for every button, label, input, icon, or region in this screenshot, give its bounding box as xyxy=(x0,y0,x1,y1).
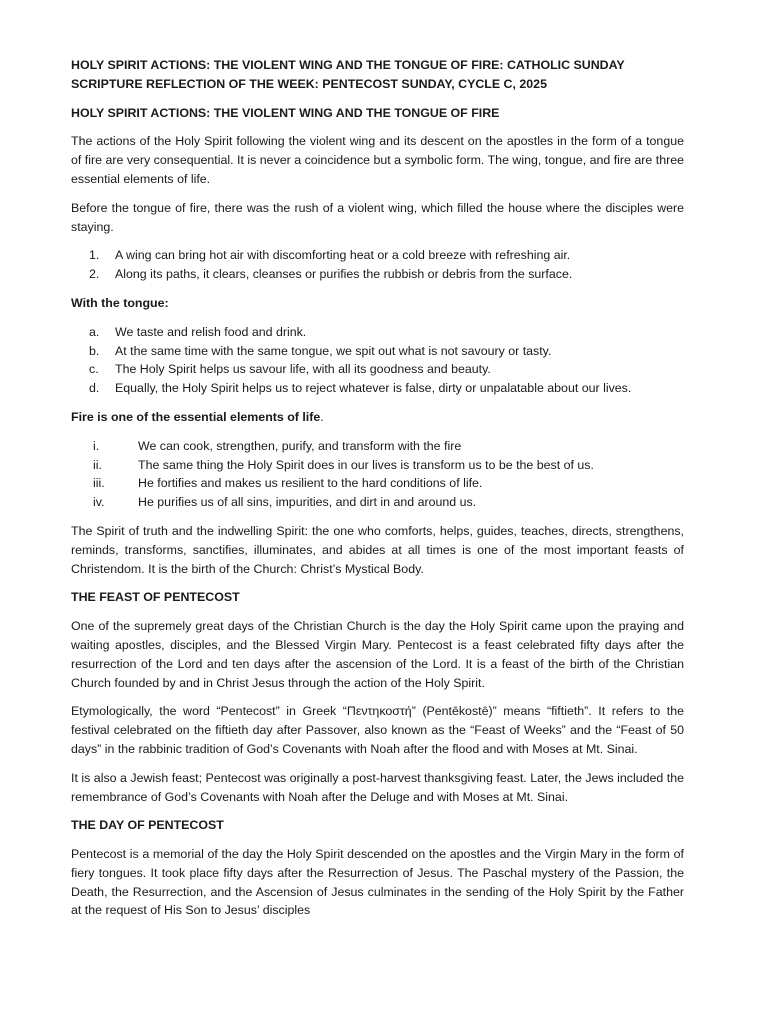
section-heading-holy-spirit-actions: HOLY SPIRIT ACTIONS: THE VIOLENT WING AND THE TONGUE OF FIRE xyxy=(71,105,500,120)
list-item xyxy=(71,456,684,475)
fire-list xyxy=(71,437,684,512)
list-marker: 1. xyxy=(89,248,100,263)
section-heading-feast-of-pentecost: THE FEAST OF PENTECOST xyxy=(71,590,240,605)
list-item-text: A wing can bring hot air with discomforting heat or a cold breeze with refreshing air. xyxy=(115,248,571,263)
list-item-text: The Holy Spirit helps us savour life, with all its goodness and beauty. xyxy=(115,362,491,377)
list-item-text: Along its paths, it clears, cleanses or purifies the rubbish or debris from the surface. xyxy=(115,267,573,282)
list-marker: iii. xyxy=(93,476,105,491)
list-marker: b. xyxy=(89,343,100,358)
list-marker: c. xyxy=(89,362,99,377)
paragraph-etymology: Etymologically, the word “Pentecost” in Greek “Πεντηκοστή” (Pentēkostē)” means “fiftieth”. It refers to the festival celebrated on the fiftieth day after Passover, also known as the “Feast of Weeks” and the “Feast of 50 days” in the rabbinic tradition of God’s Covenants with Noah after the flood and with Moses at Mt. Sinai. xyxy=(71,704,684,756)
list-marker: 2. xyxy=(89,267,100,282)
document-title: HOLY SPIRIT ACTIONS: THE VIOLENT WING AND THE TONGUE OF FIRE: CATHOLIC SUNDAY SCRIPTURE REFLECTION OF THE WEEK: PENTECOST SUNDAY, CYCLE C, 2025 xyxy=(71,58,625,91)
list-marker: iv. xyxy=(93,495,105,510)
list-marker: d. xyxy=(89,381,100,396)
fire-heading-text: Fire is one of the essential elements of life xyxy=(71,409,321,424)
fire-heading xyxy=(71,408,684,427)
paragraph-spirit-of-truth: The Spirit of truth and the indwelling Spirit: the one who comforts, helps, guides, teaches, directs, strengthens, reminds, transforms, sanctifies, illuminates, and abides at all times is one of the most important feasts of Christendom. It is the birth of the Church: Christ’s Mystical Body. xyxy=(71,523,684,576)
tongue-heading: With the tongue: xyxy=(71,295,169,310)
list-item-text: He purifies us of all sins, impurities, and dirt in and around us. xyxy=(138,495,477,510)
paragraph-jewish-feast: It is also a Jewish feast; Pentecost was originally a post-harvest thanksgiving feast. Later, the Jews included the remembrance of God’s Covenants with Noah after the Deluge and with Moses at Mt. Sinai. xyxy=(71,770,684,804)
list-marker: ii. xyxy=(93,457,102,472)
paragraph-memorial: Pentecost is a memorial of the day the Holy Spirit descended on the apostles and the Virgin Mary in the form of fiery tongues. It took place fifty days after the Resurrection of Jesus. The Paschal mystery of the Passion, the Death, the Resurrection, and the Ascension of Jesus culminates in the sending of the Holy Spirit by the Father at the request of His Son to Jesus’ disciples xyxy=(71,847,684,918)
list-item xyxy=(71,246,684,265)
list-item-text: We can cook, strengthen, purify, and transform with the fire xyxy=(138,438,462,453)
fire-heading-period: . xyxy=(320,409,324,424)
wing-list xyxy=(71,246,684,284)
list-item xyxy=(71,379,684,398)
list-item xyxy=(71,265,684,284)
paragraph-violent-wing: Before the tongue of fire, there was the rush of a violent wing, which filled the house where the disciples were staying. xyxy=(71,200,684,234)
list-marker: i. xyxy=(93,438,100,453)
list-item xyxy=(71,493,684,512)
list-item xyxy=(71,437,684,456)
list-item-text: He fortifies and makes us resilient to the hard conditions of life. xyxy=(138,476,483,491)
tongue-list xyxy=(71,323,684,398)
list-marker: a. xyxy=(89,324,100,339)
list-item-text: At the same time with the same tongue, we spit out what is not savoury or tasty. xyxy=(115,343,552,358)
paragraph-actions: The actions of the Holy Spirit following the violent wing and its descent on the apostles in the form of a tongue of fire are very consequential. It is never a coincidence but a symbolic form. The wing, tongue, and fire are three essential elements of life. xyxy=(71,134,684,186)
list-item xyxy=(71,323,684,342)
paragraph-great-days: One of the supremely great days of the Christian Church is the day the Holy Spirit came upon the praying and waiting apostles, disciples, and the Blessed Virgin Mary. Pentecost is a feast celebrated fifty days after the resurrection of the Lord and ten days after the ascension of the Lord. It is a feast of the birth of the Christian Church founded by and in Christ Jesus through the action of the Holy Spirit. xyxy=(71,619,684,690)
list-item xyxy=(71,342,684,361)
list-item-text: Equally, the Holy Spirit helps us to reject whatever is false, dirty or unpalatable about our lives. xyxy=(115,381,632,396)
list-item xyxy=(71,474,684,493)
list-item-text: We taste and relish food and drink. xyxy=(115,324,307,339)
list-item xyxy=(71,360,684,379)
list-item-text: The same thing the Holy Spirit does in our lives is transform us to be the best of us. xyxy=(138,457,594,472)
section-heading-day-of-pentecost: THE DAY OF PENTECOST xyxy=(71,818,224,833)
